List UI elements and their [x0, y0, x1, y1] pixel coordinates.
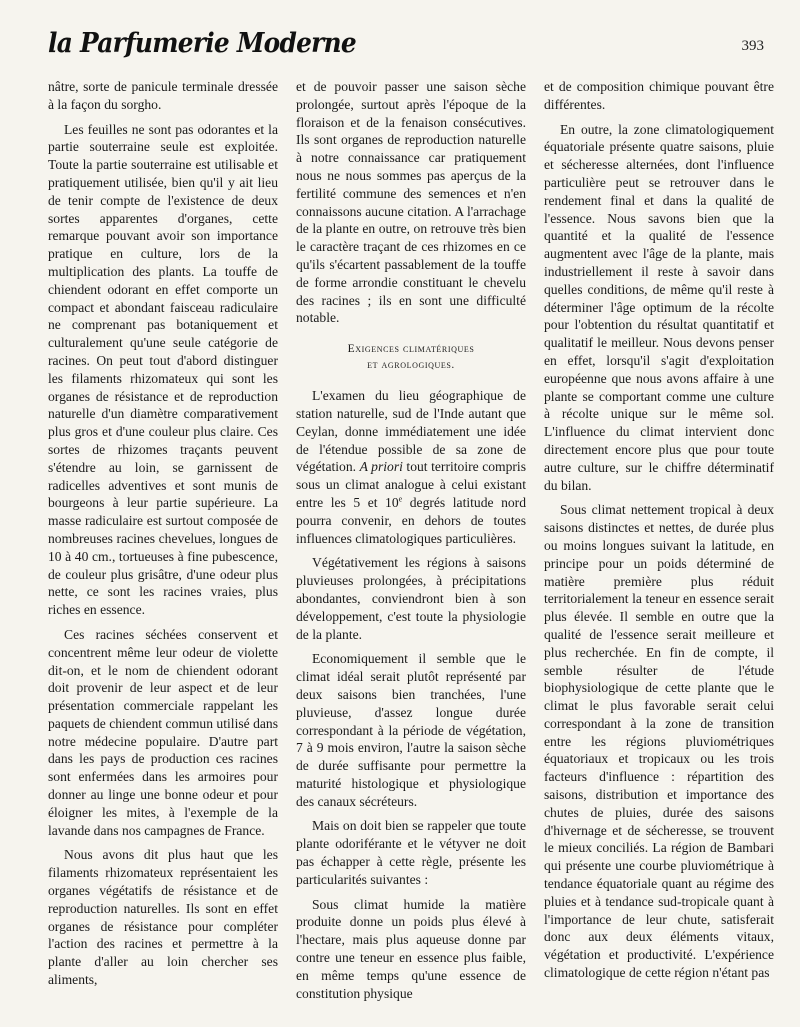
paragraph: Sous climat nettement tropical à deux saisons distinctes et nettes, de durée plus ou moins longues suivant la latitude, en principe pour un poids déterminé de matière première plus réduit territorialement la teneur en essence serait plus élevée. Il semble en outre que la qualité de l'essence serait meilleure et plus recherchée. En fin de compte, il semble résulter de l'étude biophysiologique de cette plante que le climat le plus favorable serait celui correspondant à la zone de transition entre les régions pluviométriques équatoriaux et tropicaux ou les trois facteurs d'influence : répartition des saisons, distribution et importance des chutes de pluies, durée des saisons d'hivernage et de sécheresse, se trouvent le mieux conciliés. La région de Bambari qui présente une courbe pluviométrique à tendance équatoriale quant au régime des pluies et à tendance sud-tropicale quant à l'importance de leur chute, satisferait donc aux deux éléments vitaux, végétation et productivité. L'expérience climatologique de cette région n'étant pas [544, 502, 774, 981]
paragraph: Nous avons dit plus haut que les filaments rhizomateux représentaient les organes végétatifs de résistance et de reproduction naturelles. Ils sont en effet organes de résistance pour compléter l'action des racines et permettre à la plante d'aller au loin chercher ses aliments, [48, 847, 278, 988]
paragraph: Ces racines séchées conservent et concentrent même leur odeur de violette dit-on, et le nom de chiendent odorant doit provenir de leur aspect et de leur présentation commerciale rappelant les paquets de chiendent commun utilisé dans notre médecine populaire. D'autre part dans les pays de production ces racines sont enfermées dans les armoires pour donner au linge une bonne odeur et pour éloigner les mites, à l'exemple de la lavande dans nos campagnes de France. [48, 626, 278, 838]
paragraph: et de composition chimique pouvant être différentes. [544, 79, 774, 112]
page-number: 393 [741, 38, 764, 54]
superscript: e [398, 494, 403, 504]
paragraph: et de pouvoir passer une saison sèche prolongée, surtout après l'époque de la floraison et de la fenaison consécutives. Ils sont organes de reproduction naturelle à notre connaissance car pratiquement nous ne nous sommes pas aperçus de la fertilité commune des semences et n'en connaissons aucune citation. A l'arrachage de la plante en outre, on retrouve très bien le caractère traçant de ces rhizomes en ce qu'ils s'écartent passablement de la touffe de forme arrondie constituant le chevelu des racines ; ils en sont une difficulté notable. [296, 79, 526, 326]
column-1 [48, 78, 278, 1018]
italic-text: A priori [359, 459, 403, 475]
paragraph: En outre, la zone climatologiquement équatoriale présente quatre saisons, pluie et sécheresse alternées, dont l'influence particulière peut se retrouver dans le rendement final et dans la qualité de l'essence. Nous savons bien que la quantité et la qualité de l'essence augmentent avec l'âge de la plante, mais industriellement il reste à savoir dans quelles conditions, de même qu'il reste à déterminer l'âge optimum de la récolte pour l'obtention du résultat quantitatif et qualitatif le meilleur. Nous devons penser en effet, lorsqu'il s'agit d'exploitation européenne que nous avons affaire à une plante se comportant comme une culture à récolte unique sur le même sol. L'influence du climat intervient donc directement encore plus que pour toute autre culture, sur le chiffre déterminatif du bilan. [544, 121, 774, 493]
section-heading-line-2: et agrologiques. [367, 359, 455, 372]
column-2 [296, 78, 526, 1018]
text-run: degrés latitude nord pourra convenir, en dehors de toutes influences climatologiques particulières. [296, 494, 526, 546]
paragraph: Végétativement les régions à saisons pluvieuses prolongées, à précipitations abondantes, conviendront bien à son développement, c'est toute la physiologie de la plante. [296, 555, 526, 642]
section-heading [296, 341, 526, 373]
paragraph: Economiquement il semble que le climat idéal serait plutôt représenté par deux saisons bien tranchées, l'une pluvieuse, d'assez longue durée correspondant à la période de végétation, 7 à 9 mois environ, l'autre la saison sèche de durée suffisante pour permettre la maturité histologique et physiologique des canaux sécréteurs. [296, 651, 526, 809]
text-run: L'examen du lieu géographique de station naturelle, sud de l'Inde autant que Ceylan, donne immédiatement une idée de l'étendue possible de sa zone de végétation. [296, 388, 526, 475]
paragraph: Les feuilles ne sont pas odorantes et la partie souterraine seule est exploitée. Toute la partie souterraine est utilisable et pratiquement utilisée, bien qu'il y ait lieu de tenir compte de l'existence de deux sortes apparentes d'organes, cette remarque pouvant avoir son importance pratique en culture, lors de la multiplication des plants. La touffe de chiendent odorant en effet comporte un compact et abondant faisceau radiculaire ne comprenant pas botaniquement et culturalement qu'une seule catégorie de racines. On peut tout d'abord distinguer les filaments rhizomateux qui sont les organes de résistance et de reproduction naturelle d'un diamètre comparativement plus gros et d'une couleur plus claire. Ces sortes de rhizomes traçants peuvent s'étendre au loin, se garnissent de radicelles adventives et sont munis de bourgeons à leur partie supérieure. La masse radiculaire est surtout composée de nombreuses racines chevelues, longues de 10 à 40 cm., tortueuses à fine pubescence, de couleur plus grisâtre, d'une odeur plus nette, ce sont les racines vraies, plus riches en essence. [48, 121, 278, 618]
paragraph: Sous climat humide la matière produite donne un poids plus élevé à l'hectare, mais plus aqueuse donne par contre une teneur en essence plus faible, en même temps qu'une essence de constitution physique [296, 896, 526, 1001]
paragraph: Mais on doit bien se rappeler que toute plante odoriférante et le vétyver ne doit pas échapper à cette règle, présente les particularités suivantes : [296, 818, 526, 887]
article-body [48, 78, 774, 1018]
magazine-title: la Parfumerie Moderne [48, 28, 356, 59]
paragraph [296, 387, 526, 547]
paragraph: nâtre, sorte de panicule terminale dressée à la façon du sorgho. [48, 79, 278, 112]
section-heading-line-1: Exigences climatériques [347, 343, 475, 356]
text-run: tout territoire compris sous un climat analogue à celui existant entre les 5 et 10 [296, 459, 526, 510]
column-3 [544, 78, 774, 1018]
